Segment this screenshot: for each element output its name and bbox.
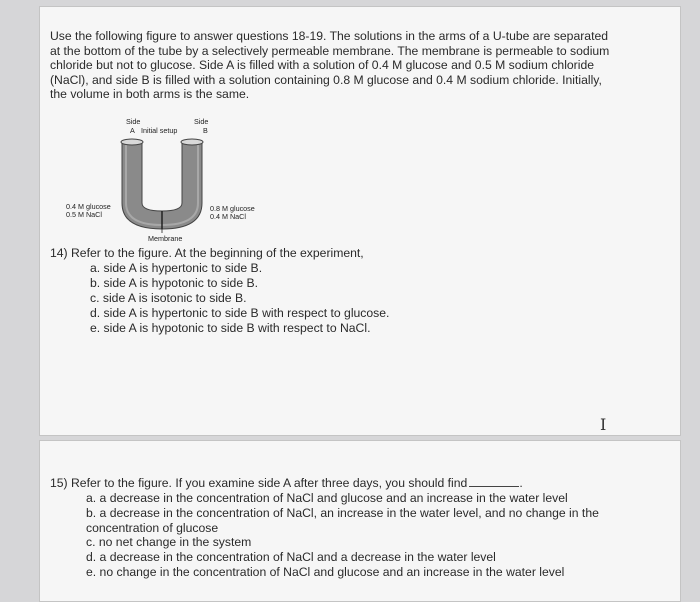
initial-setup-label: Initial setup [141,126,178,135]
left-solution-glucose: 0.4 M glucose [66,202,111,211]
option-d[interactable]: d. a decrease in the concentration of NaCl and a decrease in the water level [86,550,496,565]
option-c[interactable]: c. side A is isotonic to side B. [90,291,247,305]
question-15-options [50,491,660,580]
option-b[interactable]: b. a decrease in the concentration of NaCl, an increase in the water level, and no change in the concentration of glucose [86,505,599,535]
right-surface [181,139,203,145]
option-e[interactable]: e. no change in the concentration of NaCl and glucose and an increase in the water level [86,564,565,579]
right-solution-nacl: 0.4 M NaCl [210,212,246,221]
question-15-stem-end: . [519,476,523,490]
side-a-label: Side [126,117,141,126]
intro-text: Use the following figure to answer questions 18-19. The solutions in the arms of a U-tube are separated at the bottom of the tube by a selectively permeable membrane. The membrane is permeable to sodium chloride but not to glucose. Side A is filled with a solution of 0.4 M glucose and 0.5 M sodium chloride (NaCl), and side B is filled with a solution containing 0.8 M glucose and 0.4 M sodium chloride. Initially, the volume in both arms is the same. [50,29,610,101]
question-card-14 [39,6,681,436]
question-14-stem: 14) Refer to the figure. At the beginning of the experiment, [50,246,364,260]
question-15 [50,476,660,580]
side-b-letter: B [203,126,208,135]
option-c[interactable]: c. no net change in the system [86,535,252,550]
question-14 [50,246,389,336]
option-a[interactable]: a. a decrease in the concentration of NaCl and glucose and an increase in the water level [86,491,568,505]
option-d[interactable]: d. side A is hypertonic to side B with respect to glucose. [90,306,390,320]
u-tube-figure [58,115,278,255]
left-solution-nacl: 0.5 M NaCl [66,210,102,219]
membrane-label: Membrane [148,234,183,243]
question-14-options [50,261,389,336]
option-e[interactable]: e. side A is hypotonic to side B with respect to NaCl. [90,321,371,335]
answer-blank [469,476,519,487]
text-cursor-icon: I [600,415,607,434]
question-15-stem: 15) Refer to the figure. If you examine side A after three days, you should find [50,476,468,490]
question-card-15 [39,440,681,602]
side-b-label: Side [194,117,209,126]
side-a-letter: A [130,126,135,135]
option-a[interactable]: a. side A is hypertonic to side B. [90,261,263,275]
option-b[interactable]: b. side A is hypotonic to side B. [90,276,259,290]
left-surface [121,139,143,145]
right-solution-glucose: 0.8 M glucose [210,204,255,213]
question-15-stem-row [50,476,660,491]
